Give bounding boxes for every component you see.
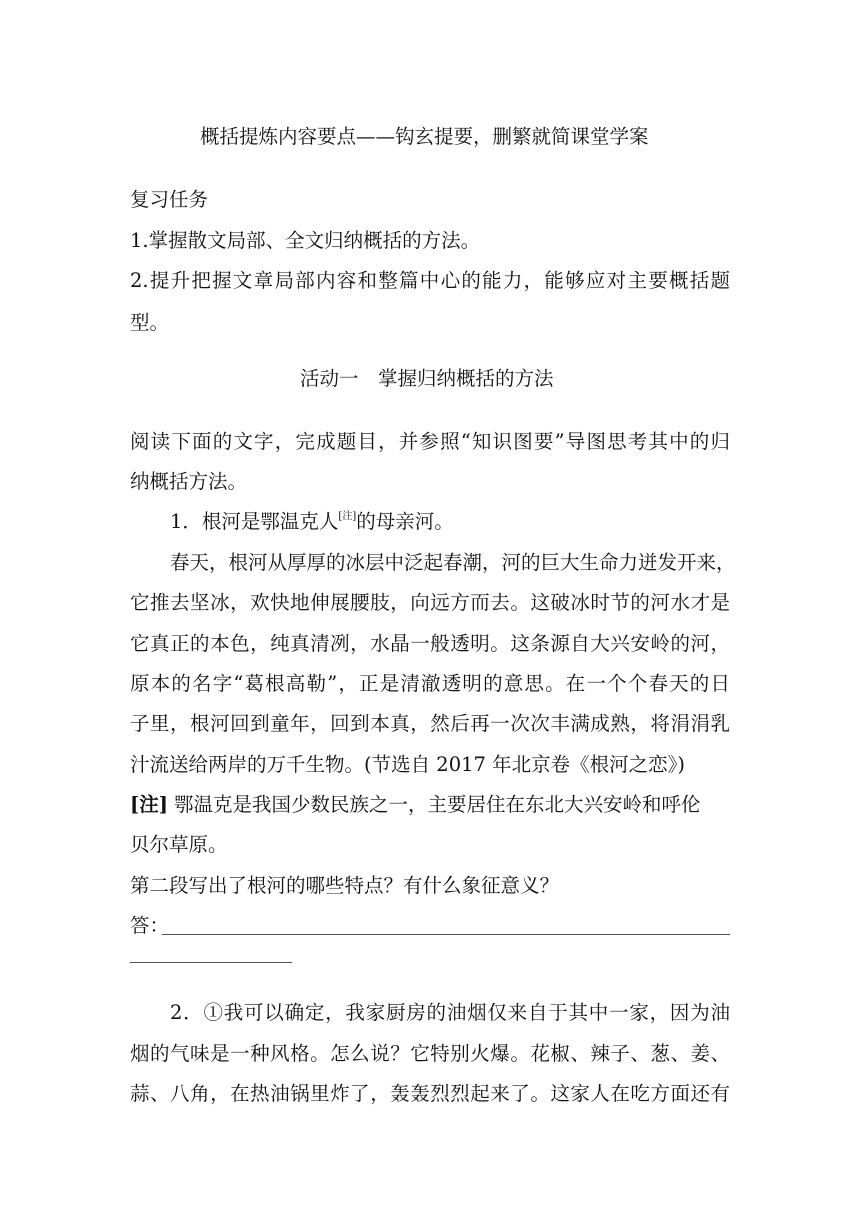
passage-1-line: 原本的名字“葛根高勒”，正是清澈透明的意思。在一个个春天的日 [130,672,730,695]
footnote-marker: [注] [338,511,357,522]
footnote-text-line-2: 贝尔草原。 [130,833,228,856]
passage-1-line: 汁流送给两岸的万千生物。(节选自 2017 年北京卷《根河之恋》) [130,753,685,776]
document-title: 概括提炼内容要点——钩玄提要，删繁就简课堂学案 [200,125,649,148]
answer-blank-line-2[interactable] [130,962,292,963]
passage-1-line: 春天，根河从厚厚的冰层中泛起春潮，河的巨大生命力迸发开来， [170,551,736,574]
passage-1-line: 它真正的本色，纯真清冽，水晶一般透明。这条源自大兴安岭的河， [130,632,730,655]
passage-1-title-text: 1．根河是鄂温克人 [170,510,339,533]
review-heading: 复习任务 [130,188,209,211]
review-item-1: 1.掌握散文局部、全文归纳概括的方法。 [130,229,481,252]
answer-label: 答： [130,914,170,937]
passage-1-title [170,509,730,535]
footnote-tag: [注] [130,793,168,816]
passage-2-line: 蒜、八角，在热油锅里炸了，轰轰烈烈起来了。这家人在吃方面还有 [130,1082,730,1105]
review-item-2-line-1: 2.提升把握文章局部内容和整篇中心的能力，能够应对主要概括题 [130,269,730,292]
answer-blank-line[interactable] [162,934,730,935]
passage-1-line: 子里，根河回到童年，回到本真，然后再一次次丰满成熟，将涓涓乳 [130,712,730,735]
activity-heading: 活动一 掌握归纳概括的方法 [300,367,554,390]
passage-2-line: 烟的气味是一种风格。怎么说？它特别火爆。花椒、辣子、葱、姜、 [130,1042,730,1065]
footnote-text: 鄂温克是我国少数民族之一，主要居住在东北大兴安岭和呼伦 [173,793,701,816]
passage-1-title-tail: 的母亲河。 [356,510,454,533]
activity-intro-line-1: 阅读下面的文字，完成题目，并参照“知识图要”导图思考其中的归 [130,430,730,453]
passage-1-line: 它推去坚冰，欢快地伸展腰肢，向远方而去。这破冰时节的河水才是 [130,591,730,614]
question: 第二段写出了根河的哪些特点？有什么象征意义？ [130,874,560,897]
review-item-2-line-2: 型。 [130,311,170,334]
activity-intro-line-2: 纳概括方法。 [130,470,248,493]
passage-2-line: 2．①我可以确定，我家厨房的油烟仅来自于其中一家，因为油 [170,1001,730,1024]
footnote [130,792,730,818]
